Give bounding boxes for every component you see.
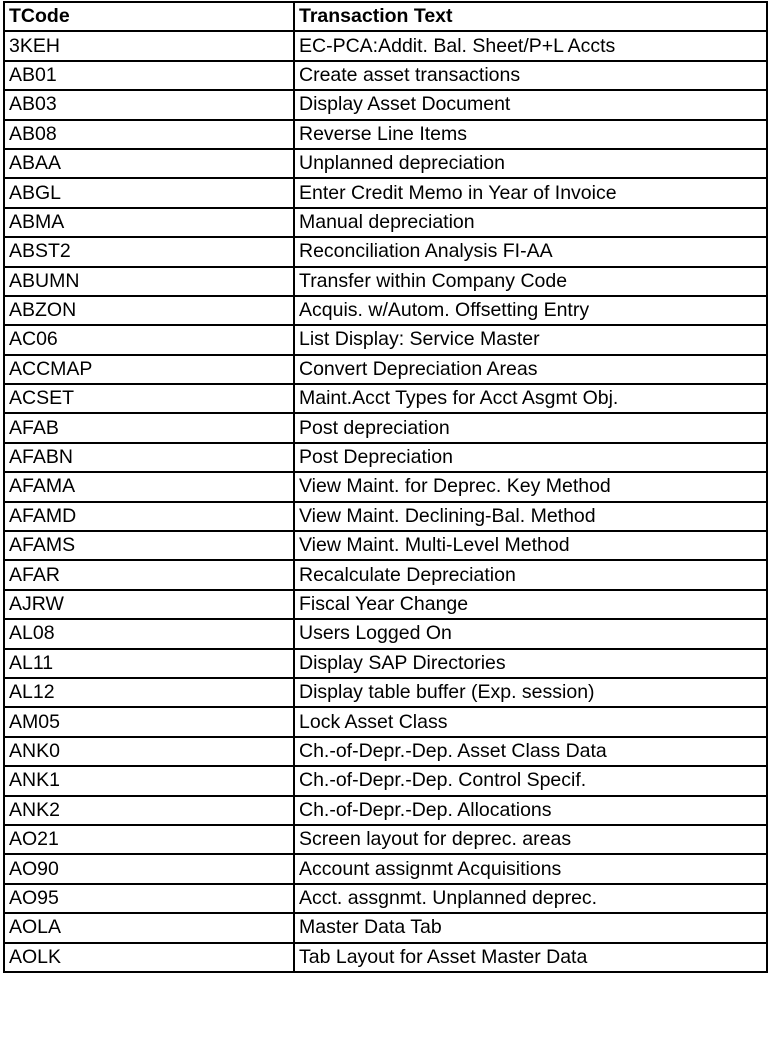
transaction-text-cell[interactable]: View Maint. Multi-Level Method [294,531,767,560]
transaction-text-cell[interactable]: Fiscal Year Change [294,590,767,619]
transaction-text-cell[interactable]: Users Logged On [294,619,767,648]
transaction-text-cell[interactable]: Display Asset Document [294,90,767,119]
transaction-text-cell[interactable]: Post depreciation [294,413,767,442]
transaction-text-cell[interactable]: Unplanned depreciation [294,149,767,178]
tcode-table [3,1,768,973]
transaction-text-cell[interactable]: Display table buffer (Exp. session) [294,678,767,707]
tcode-cell[interactable]: AFABN [4,443,294,472]
transaction-text-cell[interactable]: Acct. assgnmt. Unplanned deprec. [294,884,767,913]
tcode-cell[interactable]: ABAA [4,149,294,178]
table-row [4,296,767,325]
transaction-text-cell[interactable]: Convert Depreciation Areas [294,355,767,384]
transaction-text-cell[interactable]: Create asset transactions [294,61,767,90]
table-row [4,619,767,648]
table-row [4,943,767,972]
header-cell-tcode[interactable]: TCode [4,2,294,31]
tcode-cell[interactable]: AL12 [4,678,294,707]
tcode-cell[interactable]: AFAMA [4,472,294,501]
table-row [4,267,767,296]
tcode-cell[interactable]: AO21 [4,825,294,854]
tcode-cell[interactable]: AFAR [4,560,294,589]
tcode-cell[interactable]: AOLK [4,943,294,972]
table-row [4,413,767,442]
tcode-cell[interactable]: AL11 [4,649,294,678]
tcode-cell[interactable]: AC06 [4,325,294,354]
table-row [4,355,767,384]
tcode-cell[interactable]: ABST2 [4,237,294,266]
header-cell-transaction-text[interactable]: Transaction Text [294,2,767,31]
tcode-cell[interactable]: AB08 [4,120,294,149]
table-row [4,208,767,237]
table-row [4,796,767,825]
tcode-cell[interactable]: ANK1 [4,766,294,795]
transaction-text-cell[interactable]: List Display: Service Master [294,325,767,354]
tcode-cell[interactable]: AM05 [4,707,294,736]
table-row [4,590,767,619]
transaction-text-cell[interactable]: Ch.-of-Depr.-Dep. Asset Class Data [294,737,767,766]
table-row [4,854,767,883]
transaction-text-cell[interactable]: Display SAP Directories [294,649,767,678]
table-row [4,678,767,707]
transaction-text-cell[interactable]: Acquis. w/Autom. Offsetting Entry [294,296,767,325]
tcode-cell[interactable]: AO90 [4,854,294,883]
tcode-cell[interactable]: AL08 [4,619,294,648]
transaction-text-cell[interactable]: Enter Credit Memo in Year of Invoice [294,178,767,207]
table-row [4,384,767,413]
table-row [4,149,767,178]
tcode-cell[interactable]: AJRW [4,590,294,619]
table-row [4,707,767,736]
transaction-text-cell[interactable]: Account assignmt Acquisitions [294,854,767,883]
table-row [4,31,767,60]
table-row [4,178,767,207]
tcode-cell[interactable]: AB03 [4,90,294,119]
tcode-cell[interactable]: ANK2 [4,796,294,825]
tcode-cell[interactable]: AO95 [4,884,294,913]
table-row [4,325,767,354]
table-row [4,649,767,678]
tcode-cell[interactable]: AFAMD [4,502,294,531]
spreadsheet-sheet [3,1,766,1041]
table-body [4,31,767,972]
transaction-text-cell[interactable]: Post Depreciation [294,443,767,472]
table-row [4,90,767,119]
transaction-text-cell[interactable]: View Maint. for Deprec. Key Method [294,472,767,501]
tcode-cell[interactable]: AFAMS [4,531,294,560]
transaction-text-cell[interactable]: Reverse Line Items [294,120,767,149]
transaction-text-cell[interactable]: Screen layout for deprec. areas [294,825,767,854]
table-row [4,913,767,942]
tcode-cell[interactable]: AB01 [4,61,294,90]
header-row [4,2,767,31]
transaction-text-cell[interactable]: Transfer within Company Code [294,267,767,296]
table-row [4,884,767,913]
tcode-cell[interactable]: ABMA [4,208,294,237]
transaction-text-cell[interactable]: Recalculate Depreciation [294,560,767,589]
table-row [4,502,767,531]
tcode-cell[interactable]: ACCMAP [4,355,294,384]
transaction-text-cell[interactable]: Lock Asset Class [294,707,767,736]
table-row [4,472,767,501]
table-row [4,237,767,266]
table-row [4,737,767,766]
transaction-text-cell[interactable]: Manual depreciation [294,208,767,237]
table-row [4,560,767,589]
tcode-cell[interactable]: ACSET [4,384,294,413]
tcode-cell[interactable]: ABZON [4,296,294,325]
transaction-text-cell[interactable]: Ch.-of-Depr.-Dep. Allocations [294,796,767,825]
transaction-text-cell[interactable]: Maint.Acct Types for Acct Asgmt Obj. [294,384,767,413]
tcode-cell[interactable]: ABGL [4,178,294,207]
tcode-cell[interactable]: ABUMN [4,267,294,296]
transaction-text-cell[interactable]: View Maint. Declining-Bal. Method [294,502,767,531]
tcode-cell[interactable]: AOLA [4,913,294,942]
table-row [4,120,767,149]
table-row [4,766,767,795]
tcode-cell[interactable]: 3KEH [4,31,294,60]
transaction-text-cell[interactable]: Ch.-of-Depr.-Dep. Control Specif. [294,766,767,795]
tcode-cell[interactable]: AFAB [4,413,294,442]
transaction-text-cell[interactable]: Tab Layout for Asset Master Data [294,943,767,972]
table-row [4,825,767,854]
transaction-text-cell[interactable]: Master Data Tab [294,913,767,942]
table-row [4,531,767,560]
transaction-text-cell[interactable]: Reconciliation Analysis FI-AA [294,237,767,266]
table-row [4,443,767,472]
transaction-text-cell[interactable]: EC-PCA:Addit. Bal. Sheet/P+L Accts [294,31,767,60]
tcode-cell[interactable]: ANK0 [4,737,294,766]
table-row [4,61,767,90]
